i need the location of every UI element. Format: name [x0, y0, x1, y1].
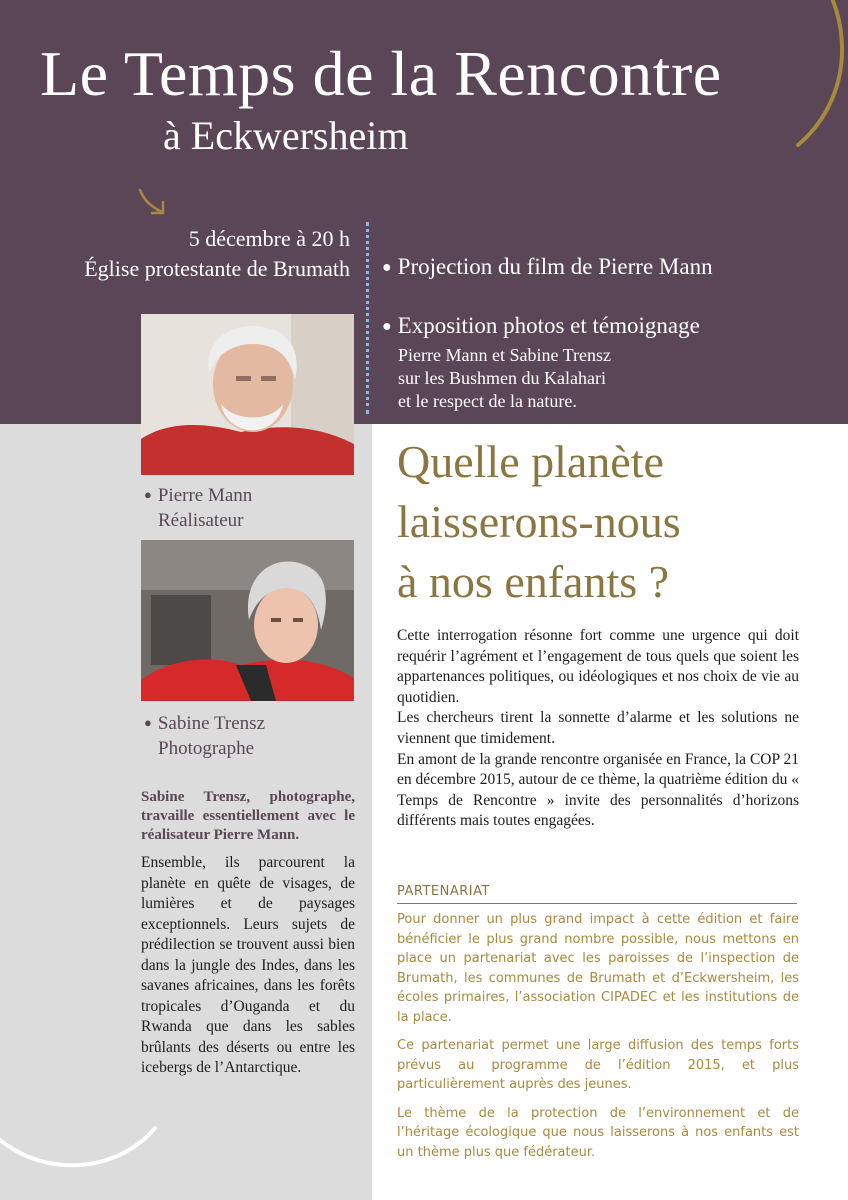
bullet-icon: ● [382, 318, 392, 335]
intro-paragraph: En amont de la grande rencontre organisée en France, la COP 21 en décembre 2015, autour de ce thème, la quatrième édition du « Temps de Rencontre » invite des personnalités d’horizons différents mais toutes engagées. [397, 750, 799, 830]
person-caption: ● Sabine Trensz Photographe [144, 713, 266, 759]
person-role: Photographe [158, 738, 255, 759]
dotted-divider [366, 222, 370, 414]
program-item-detail: et le respect de la nature. [398, 391, 577, 411]
bio-column [141, 788, 355, 1079]
person-caption: ● Pierre Mann Réalisateur [144, 485, 253, 531]
decorative-arc [768, 0, 848, 150]
person-role: Réalisateur [158, 510, 244, 531]
program-item: ● Exposition photos et témoignage [382, 313, 700, 338]
bio-body: Ensemble, ils parcourent la planète en quête de visages, de lumières et de paysages exceptionnels. Leurs sujets de prédilection se trouvent aussi bien dans la jungle des Indes, dans les savanes africaines, dans les forêts tropicales d’Ouganda et du Rwanda que dans les sables brûlants des déserts ou entre les icebergs de l’Antarctique. [141, 854, 355, 1076]
arrow-icon [136, 186, 170, 220]
partnership-paragraph: Ce partenariat permet une large diffusion des temps forts prévus au programme de l’édition 2015, et plus particulièrement auprès des jeunes. [397, 1038, 799, 1092]
program-item-detail: sur les Bushmen du Kalahari [398, 368, 606, 388]
program-item-detail: Pierre Mann et Sabine Trensz [398, 345, 611, 365]
page-subtitle: à Eckwersheim [163, 113, 409, 158]
partnership-heading: PARTENARIAT [397, 884, 797, 904]
headline-line: Quelle planète [397, 436, 664, 487]
intro-paragraph: Les chercheurs tirent la sonnette d’alarme et les solutions ne viennent que timidement. [397, 709, 799, 747]
headline-line: à nos enfants ? [397, 556, 670, 607]
portrait-photo [141, 314, 354, 475]
portrait-photo [141, 540, 354, 701]
partnership-paragraph: Pour donner un plus grand impact à cette édition et faire bénéficier le plus grand nombre possible, nous mettons en place un partenariat avec les paroisses de l’inspection de Brumath, les communes de Brumath et d’Eckwersheim, les écoles primaires, l’association CIPADEC et les institutions de la place. [397, 912, 799, 1025]
intro-text [397, 626, 799, 832]
bio-lead: Sabine Trensz, photographe, travaille essentiellement avec le réalisateur Pierre Mann. [141, 789, 355, 843]
program-list [382, 252, 842, 413]
partnership-text [397, 910, 799, 1171]
main-headline [397, 432, 681, 612]
bullet-icon: ● [382, 259, 392, 276]
event-date: 5 décembre à 20 h [188, 226, 350, 251]
program-item: ● Projection du film de Pierre Mann [382, 254, 713, 279]
intro-paragraph: Cette interrogation résonne fort comme une urgence qui doit requérir l’agrément et l’engagement de tous quels que soient les appartenances politiques, ou idéologiques et nos choix de vie au quotidien. [397, 627, 799, 706]
bullet-icon: ● [144, 715, 152, 730]
page-title: Le Temps de la Rencontre [40, 38, 722, 109]
partnership-paragraph: Le thème de la protection de l’environnement et de l’héritage écologique que nous laisserons à nos enfants est un thème plus que fédérateur. [397, 1105, 799, 1160]
headline-line: laisserons-nous [397, 496, 681, 547]
bullet-icon: ● [144, 487, 152, 502]
decorative-arc-bottom [0, 1110, 170, 1180]
event-info [50, 224, 350, 284]
event-place: Église protestante de Brumath [84, 256, 350, 281]
